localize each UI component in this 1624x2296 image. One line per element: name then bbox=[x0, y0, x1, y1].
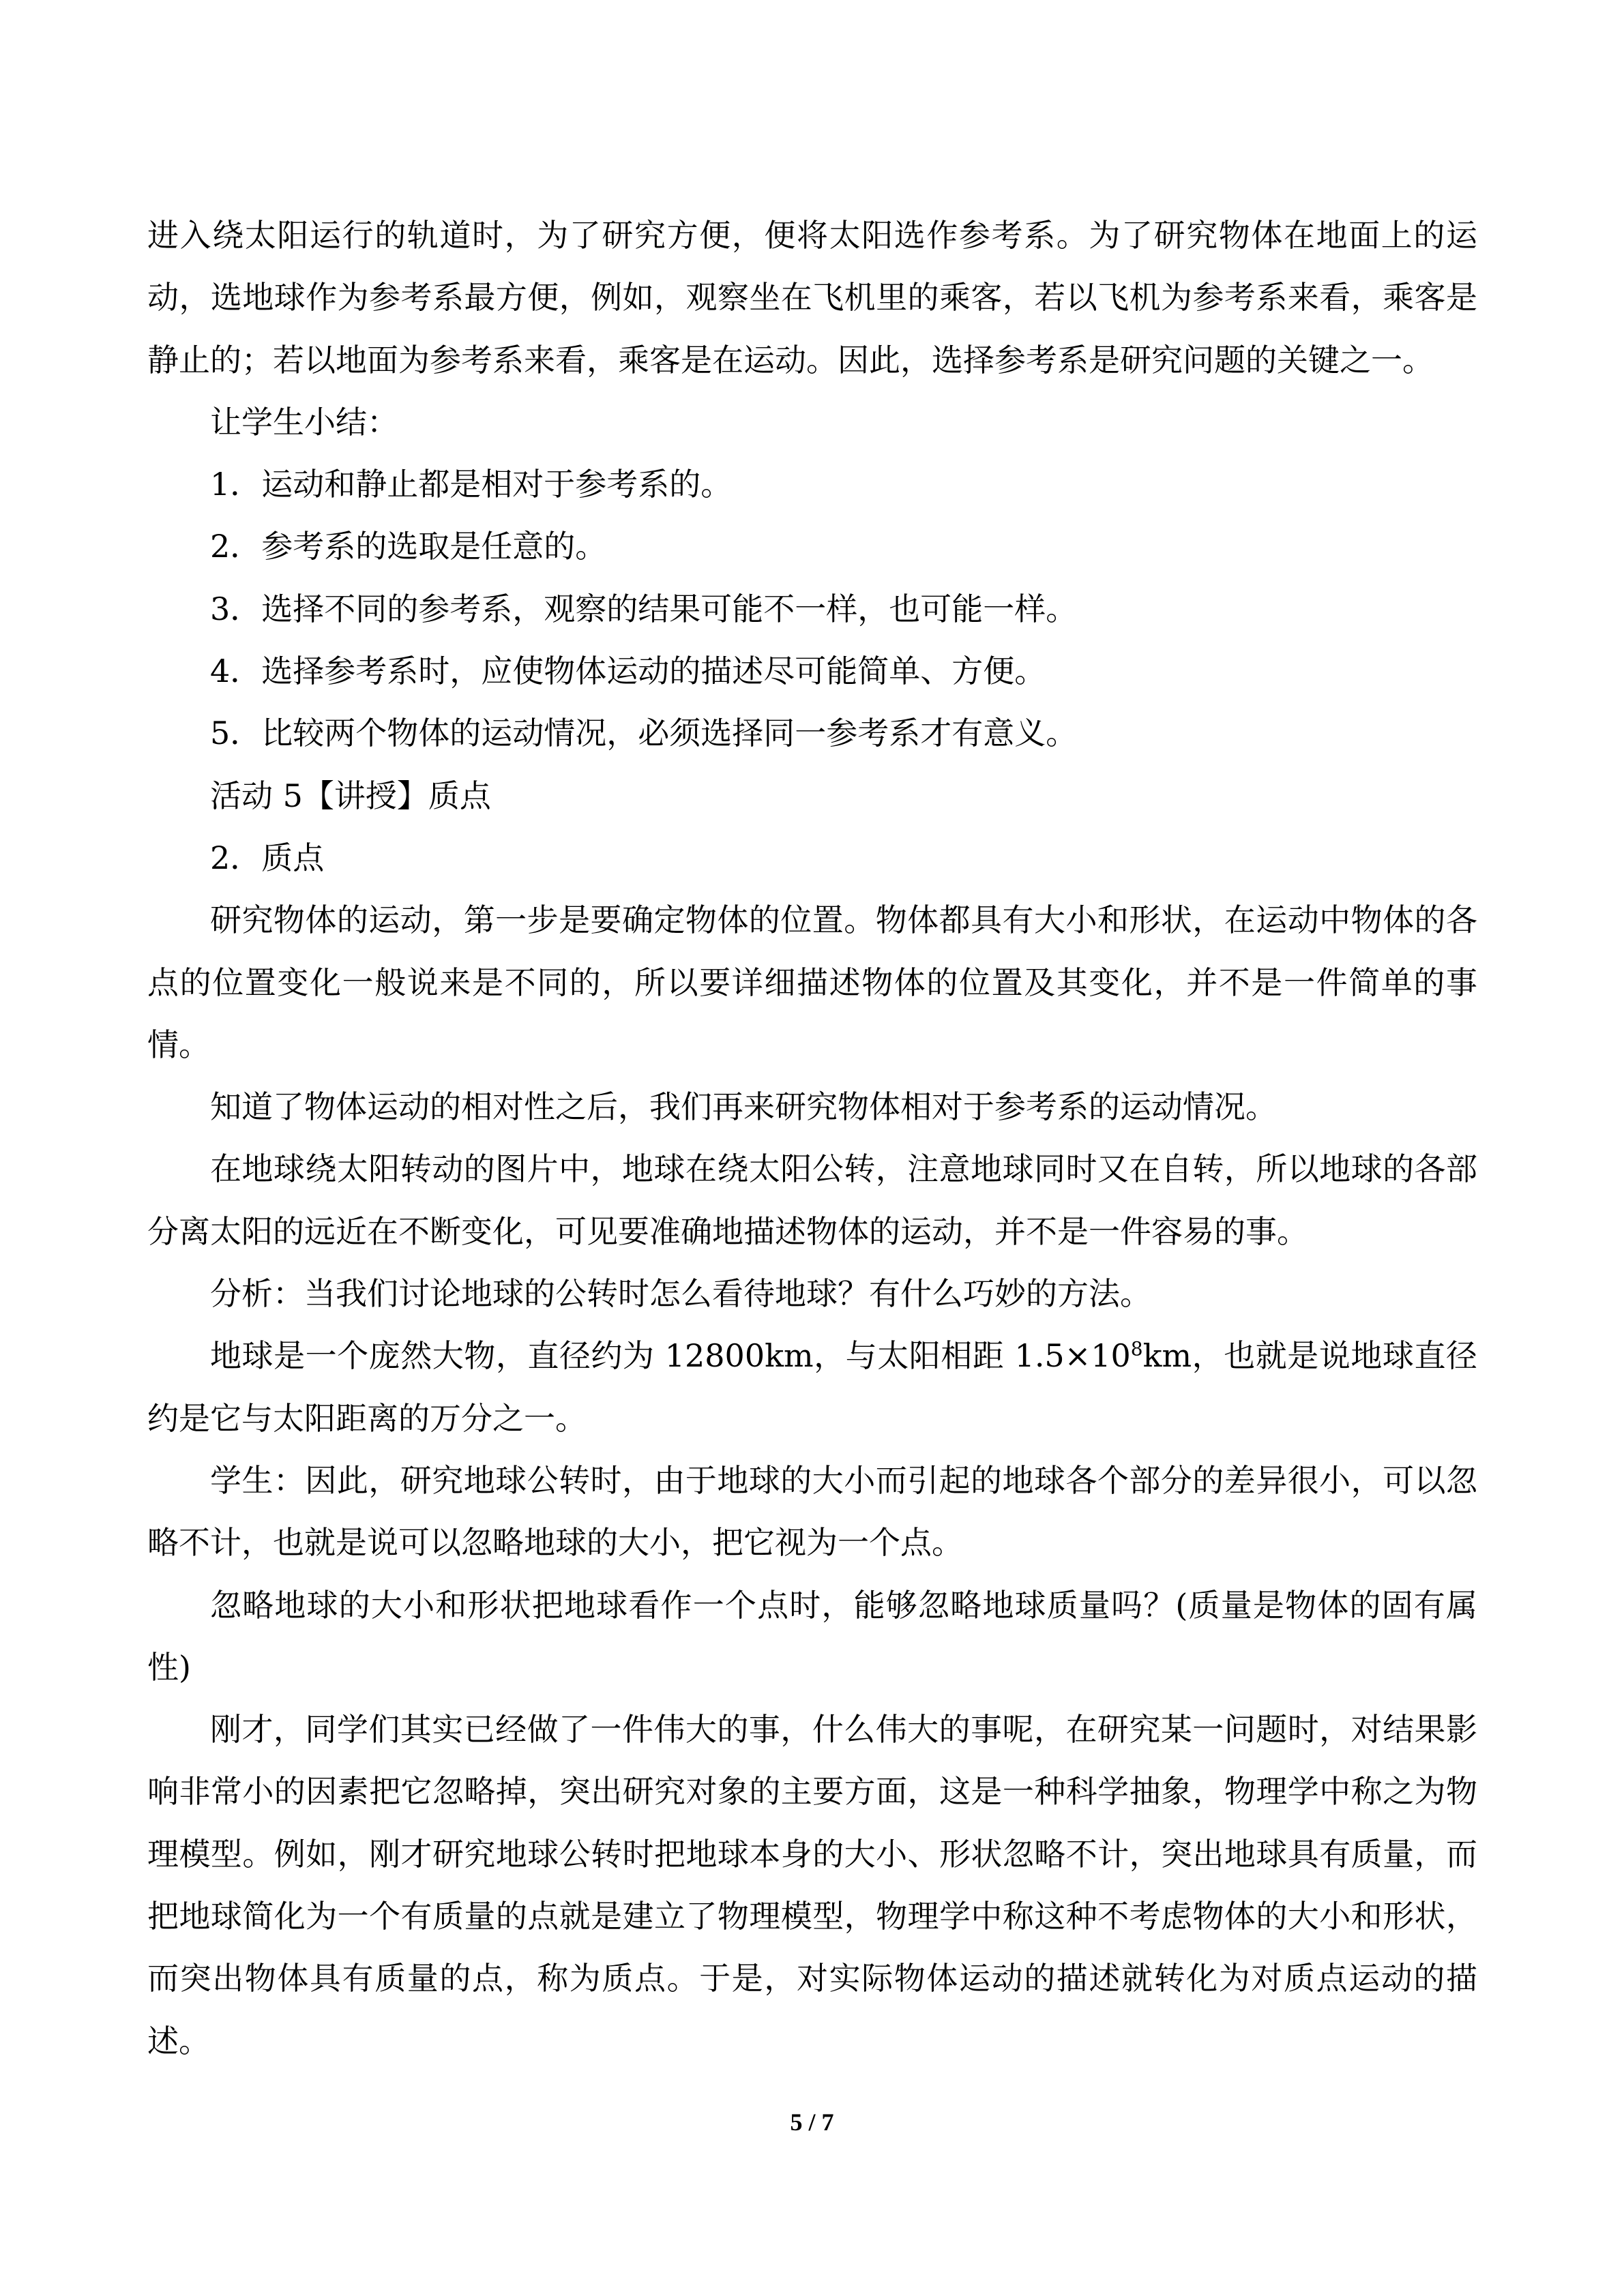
earth-size-text-after: km，也就是说地球直径约是它与太阳距离的万分之一。 bbox=[147, 1337, 1477, 1437]
earth-size-text-before: 地球是一个庞然大物，直径约为 12800km，与太阳相距 1.5×10 bbox=[210, 1337, 1131, 1375]
paragraph-mass-question: 忽略地球的大小和形状把地球看作一个点时，能够忽略地球质量吗？(质量是物体的固有属性) bbox=[147, 1586, 1477, 1686]
paragraph-relativity-of-motion: 知道了物体运动的相对性之后，我们再来研究物体相对于参考系的运动情况。 bbox=[210, 1088, 1277, 1126]
paragraph-reference-frame-intro: 进入绕太阳运行的轨道时，为了研究方便，便将太阳选作参考系。为了研究物体在地面上的运动，选地球作为参考系最方便，例如，观察坐在飞机里的乘客，若以飞机为参考系来看，乘客是静止的；若以地面为参考系来看，乘客是在运动。因此，选择参考系是研究问题的关键之一。 bbox=[147, 217, 1477, 378]
summary-item-3: 3．选择不同的参考系，观察的结果可能不一样，也可能一样。 bbox=[210, 590, 1078, 627]
paragraph-physical-model: 刚才，同学们其实已经做了一件伟大的事，什么伟大的事呢，在研究某一问题时，对结果影响非常小的因素把它忽略掉，突出研究对象的主要方面，这是一种科学抽象，物理学中称之为物理模型。例如，刚才研究地球公转时把地球本身的大小、形状忽略不计，突出地球具有质量，而把地球简化为一个有质量的点就是建立了物理模型，物理学中称这种不考虑物体的大小和形状，而突出物体具有质量的点，称为质点。于是，对实际物体运动的描述就转化为对质点运动的描述。 bbox=[147, 1711, 1477, 2059]
summary-item-4: 4．选择参考系时，应使物体运动的描述尽可能简单、方便。 bbox=[210, 653, 1046, 690]
activity-5-heading: 活动 5【讲授】质点 bbox=[210, 777, 491, 814]
document-body bbox=[147, 205, 1477, 2072]
paragraph-position-of-body: 研究物体的运动，第一步是要确定物体的位置。物体都具有大小和形状，在运动中物体的各点的位置变化一般说来是不同的，所以要详细描述物体的位置及其变化，并不是一件简单的事情。 bbox=[147, 901, 1477, 1063]
section-heading-particle: 2．质点 bbox=[210, 839, 325, 876]
paragraph-earth-orbit: 在地球绕太阳转动的图片中，地球在绕太阳公转，注意地球同时又在自转，所以地球的各部分离太阳的远近在不断变化，可见要准确地描述物体的运动，并不是一件容易的事。 bbox=[147, 1150, 1477, 1250]
paragraph-student-summary-heading: 让学生小结： bbox=[210, 403, 398, 441]
summary-item-1: 1．运动和静止都是相对于参考系的。 bbox=[210, 466, 733, 503]
paragraph-student-answer: 学生：因此，研究地球公转时，由于地球的大小而引起的地球各个部分的差异很小，可以忽略不计，也就是说可以忽略地球的大小，把它视为一个点。 bbox=[147, 1461, 1477, 1562]
paragraph-analysis-question: 分析：当我们讨论地球的公转时怎么看待地球？有什么巧妙的方法。 bbox=[210, 1275, 1151, 1313]
paragraph-earth-size bbox=[147, 1325, 1477, 1450]
exponent-superscript: 8 bbox=[1130, 1338, 1143, 1361]
summary-item-5: 5．比较两个物体的运动情况，必须选择同一参考系才有意义。 bbox=[210, 715, 1078, 752]
page-number: 5 / 7 bbox=[790, 2108, 834, 2136]
summary-item-2: 2．参考系的选取是任意的。 bbox=[210, 528, 607, 565]
